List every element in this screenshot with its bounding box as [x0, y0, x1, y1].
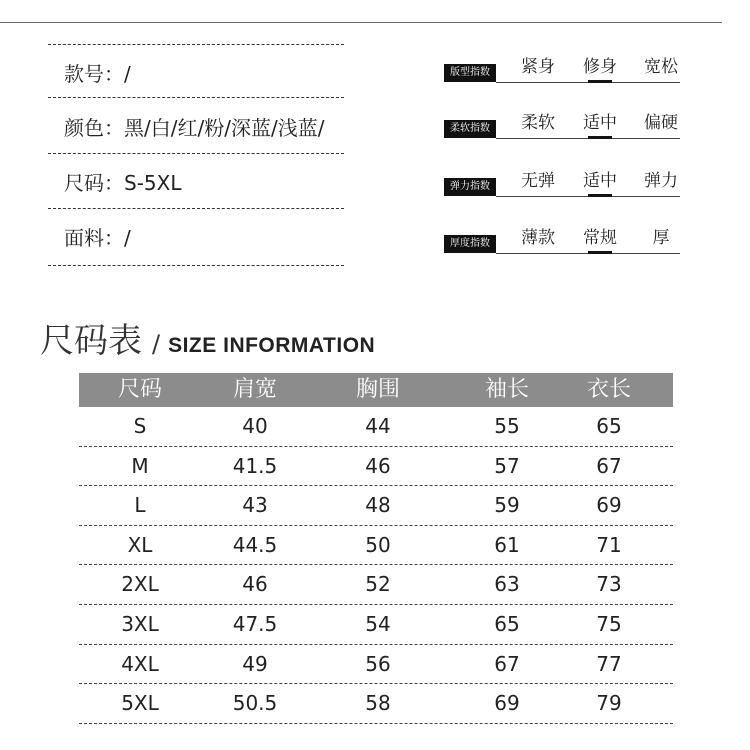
- measurement-cell: 47.5: [232, 611, 278, 636]
- measurement-cell: 50.5: [232, 691, 278, 716]
- table-header-cell: 尺码: [117, 377, 163, 402]
- measurement-cell: 69: [596, 493, 622, 518]
- table-row: [79, 486, 673, 526]
- table-row: [79, 565, 673, 605]
- measurement-cell: 75: [596, 611, 622, 636]
- measurement-cell: 65: [494, 611, 520, 636]
- table-row: [79, 447, 673, 487]
- size-chart-heading: [40, 313, 375, 362]
- size-cell: XL: [127, 532, 153, 557]
- table-row: [79, 645, 673, 685]
- fit-index-option: 宽松: [644, 57, 678, 77]
- size-cell: 3XL: [121, 611, 159, 636]
- color-label: 颜色：黑/白/红/粉/深蓝/浅蓝/: [64, 116, 325, 140]
- size-cell: L: [134, 493, 146, 518]
- elasticity-index-selected-marker: [588, 194, 612, 197]
- measurement-cell: 57: [494, 453, 520, 478]
- measurement-cell: 50: [365, 532, 391, 557]
- dashed-divider: [48, 208, 344, 209]
- elasticity-index-tag: 弹力指数: [444, 178, 496, 196]
- measurement-cell: 52: [365, 572, 391, 597]
- top-divider: [0, 22, 722, 23]
- measurement-cell: 77: [596, 651, 622, 676]
- size-cell: M: [131, 453, 149, 478]
- table-row: [79, 605, 673, 645]
- measurement-cell: 55: [494, 414, 520, 438]
- size-table: [79, 373, 673, 724]
- size-chart-title-cn: 尺码表: [40, 321, 142, 361]
- measurement-cell: 41.5: [232, 453, 278, 478]
- fit-index-tag: 版型指数: [444, 64, 496, 82]
- size-cell: S: [133, 414, 147, 438]
- table-header-cell: 袖长: [484, 377, 530, 402]
- table-header-cell: 衣长: [586, 377, 632, 402]
- title-separator: /: [152, 330, 161, 358]
- thickness-index-selected-marker: [588, 251, 612, 254]
- softness-index-option: 适中: [583, 113, 617, 133]
- thickness-index-option: 常规: [583, 228, 617, 248]
- table-header-cell: 胸围: [355, 377, 401, 402]
- table-body: [79, 407, 673, 724]
- softness-index-selected-marker: [588, 136, 612, 139]
- measurement-cell: 69: [494, 691, 520, 716]
- measurement-cell: 46: [365, 453, 391, 478]
- measurement-cell: 58: [365, 691, 391, 716]
- size-cell: 4XL: [121, 651, 159, 676]
- measurement-cell: 61: [494, 532, 520, 557]
- table-header-cell: 肩宽: [232, 377, 278, 402]
- measurement-cell: 56: [365, 651, 391, 676]
- table-row: [79, 407, 673, 447]
- measurement-cell: 46: [242, 572, 268, 597]
- size-chart-title-en: SIZE INFORMATION: [168, 334, 376, 357]
- dashed-divider: [48, 265, 344, 266]
- measurement-cell: 44: [365, 414, 391, 438]
- measurement-cell: 63: [494, 572, 520, 597]
- thickness-index-option: 薄款: [521, 228, 555, 248]
- measurement-cell: 71: [596, 532, 622, 557]
- style-number-label: 款号：/: [64, 62, 131, 86]
- fabric-label: 面料：/: [64, 226, 131, 250]
- measurement-cell: 48: [365, 493, 391, 518]
- elasticity-index-option: 适中: [583, 171, 617, 191]
- measurement-cell: 44.5: [232, 532, 278, 557]
- measurement-cell: 67: [596, 453, 622, 478]
- thickness-index-tag: 厚度指数: [444, 235, 496, 253]
- fit-index-option: 修身: [583, 57, 617, 77]
- elasticity-index-option: 无弹: [521, 171, 555, 191]
- fit-index-selected-marker: [588, 80, 612, 83]
- measurement-cell: 49: [242, 651, 268, 676]
- fit-index-option: 紧身: [521, 57, 555, 77]
- thickness-index-option: 厚: [652, 228, 670, 248]
- size-cell: 2XL: [121, 572, 159, 597]
- softness-index-option: 偏硬: [644, 113, 678, 133]
- measurement-cell: 73: [596, 572, 622, 597]
- measurement-cell: 79: [596, 691, 622, 716]
- size-range-label: 尺码：S-5XL: [64, 171, 182, 195]
- table-row: [79, 526, 673, 566]
- measurement-cell: 40: [242, 414, 268, 438]
- measurement-cell: 67: [494, 651, 520, 676]
- measurement-cell: 54: [365, 611, 391, 636]
- measurement-cell: 59: [494, 493, 520, 518]
- table-row: [79, 684, 673, 724]
- dashed-divider: [48, 44, 344, 45]
- table-header: [79, 373, 673, 407]
- softness-index-tag: 柔软指数: [444, 120, 496, 138]
- dashed-divider: [48, 153, 344, 154]
- dashed-divider: [48, 97, 344, 98]
- softness-index-option: 柔软: [521, 113, 555, 133]
- elasticity-index-option: 弹力: [644, 171, 678, 191]
- measurement-cell: 43: [242, 493, 268, 518]
- size-cell: 5XL: [121, 691, 159, 716]
- measurement-cell: 65: [596, 414, 622, 438]
